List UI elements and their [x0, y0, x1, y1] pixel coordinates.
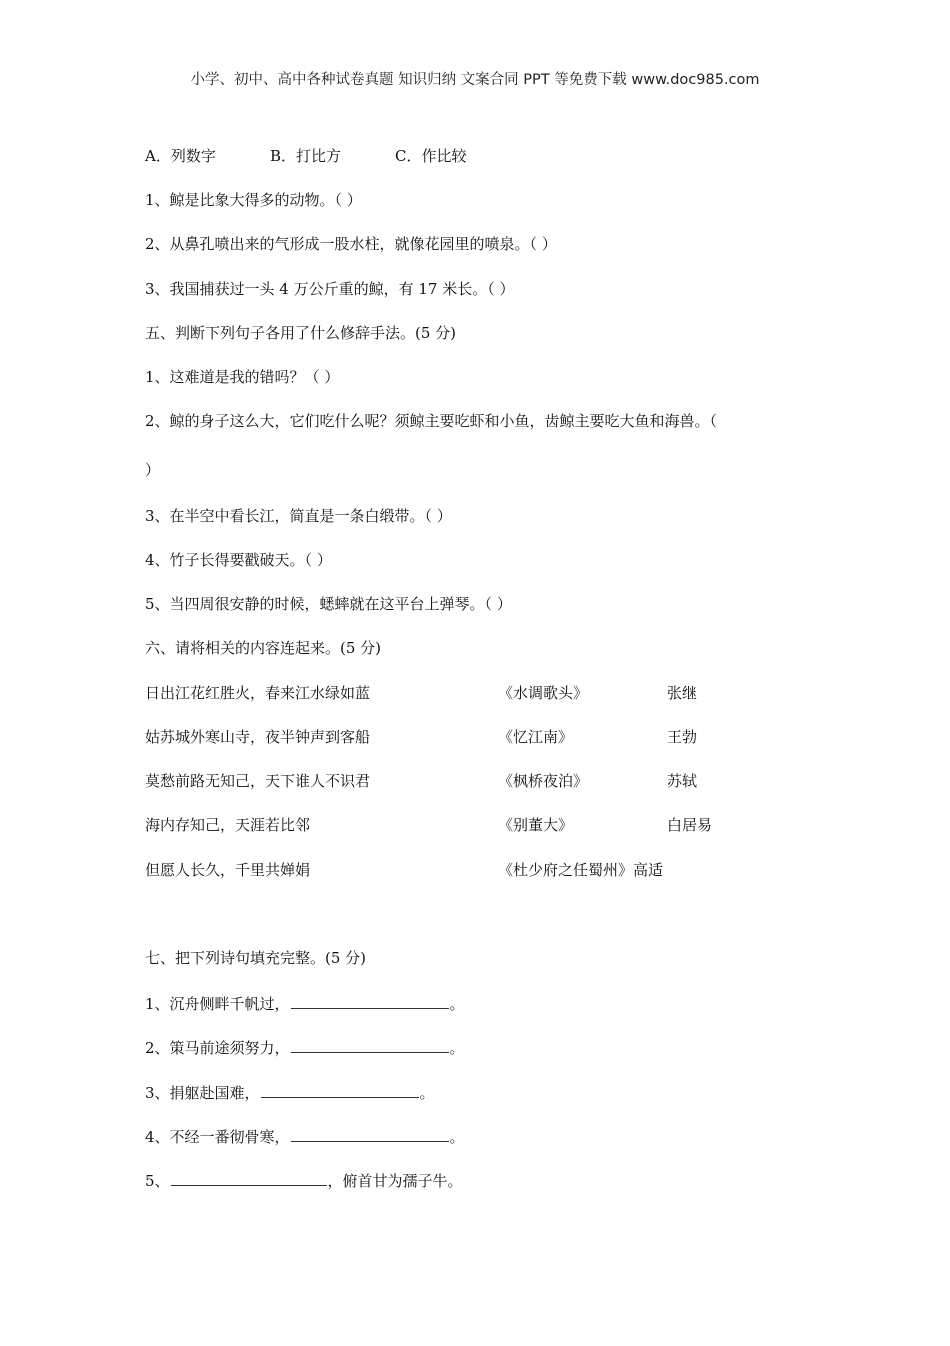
question-item-continuation: ） — [145, 461, 161, 479]
fill-prefix: 4、不经一番彻骨寒， — [145, 1128, 290, 1146]
option-a: A．列数字 — [145, 147, 216, 165]
fill-blank[interactable] — [291, 1037, 449, 1053]
question-item: 4、竹子长得要戳破天。（ ） — [145, 551, 332, 569]
fill-item — [145, 993, 465, 1014]
question-item: 1、鲸是比象大得多的动物。（ ） — [145, 191, 362, 209]
fill-item — [145, 1082, 435, 1103]
fill-prefix: 1、沉舟侧畔千帆过， — [145, 995, 290, 1013]
question-item: 2、从鼻孔喷出来的气形成一股水柱，就像花园里的喷泉。（ ） — [145, 235, 557, 253]
option-b: B．打比方 — [270, 147, 342, 165]
fill-blank[interactable] — [291, 993, 449, 1009]
fill-item — [145, 1037, 465, 1058]
match-poem: 《杜少府之任蜀州》高适 — [498, 861, 664, 879]
match-author: 白居易 — [667, 816, 713, 834]
fill-item — [145, 1126, 465, 1147]
fill-blank[interactable] — [261, 1082, 419, 1098]
page-header: 小学、初中、高中各种试卷真题 知识归纳 文案合同 PPT 等免费下载 www.doc985.com — [190, 72, 760, 88]
match-verse: 姑苏城外寒山寺，夜半钟声到客船 — [145, 728, 371, 746]
question-item: 1、这难道是我的错吗？（ ） — [145, 368, 340, 386]
question-item: 3、在半空中看长江，简直是一条白缎带。（ ） — [145, 507, 452, 525]
fill-suffix: ，俯首甘为孺子牛。 — [327, 1172, 463, 1190]
option-c: C．作比较 — [395, 147, 467, 165]
fill-suffix: 。 — [449, 1128, 465, 1146]
section-5-title: 五、判断下列句子各用了什么修辞手法。(5 分) — [145, 324, 457, 342]
match-verse: 但愿人长久，千里共婵娟 — [145, 861, 311, 879]
match-verse: 海内存知己，天涯若比邻 — [145, 816, 311, 834]
fill-prefix: 3、捐躯赴国难， — [145, 1084, 260, 1102]
options-row — [145, 146, 466, 166]
match-author: 苏轼 — [667, 772, 698, 790]
fill-prefix: 2、策马前途须努力， — [145, 1039, 290, 1057]
match-author: 王勃 — [667, 728, 698, 746]
question-item: 5、当四周很安静的时候，蟋蟀就在这平台上弹琴。（ ） — [145, 595, 512, 613]
fill-suffix: 。 — [419, 1084, 435, 1102]
match-poem: 《别董大》 — [498, 816, 574, 834]
match-author: 张继 — [667, 684, 698, 702]
match-poem: 《忆江南》 — [498, 728, 574, 746]
fill-item — [145, 1170, 463, 1191]
question-item: 2、鲸的身子这么大，它们吃什么呢？须鲸主要吃虾和小鱼，齿鲸主要吃大鱼和海兽。（ — [145, 412, 718, 430]
match-verse: 莫愁前路无知己，天下谁人不识君 — [145, 772, 371, 790]
fill-blank[interactable] — [291, 1126, 449, 1142]
fill-prefix: 5、 — [145, 1172, 170, 1190]
question-item: 3、我国捕获过一头 4 万公斤重的鲸，有 17 米长。（ ） — [145, 280, 515, 298]
section-7-title: 七、把下列诗句填充完整。(5 分) — [145, 949, 367, 967]
fill-blank[interactable] — [171, 1170, 327, 1186]
fill-suffix: 。 — [449, 995, 465, 1013]
section-6-title: 六、请将相关的内容连起来。(5 分) — [145, 639, 382, 657]
fill-suffix: 。 — [449, 1039, 465, 1057]
match-poem: 《水调歌头》 — [498, 684, 589, 702]
match-poem: 《枫桥夜泊》 — [498, 772, 589, 790]
match-verse: 日出江花红胜火，春来江水绿如蓝 — [145, 684, 371, 702]
